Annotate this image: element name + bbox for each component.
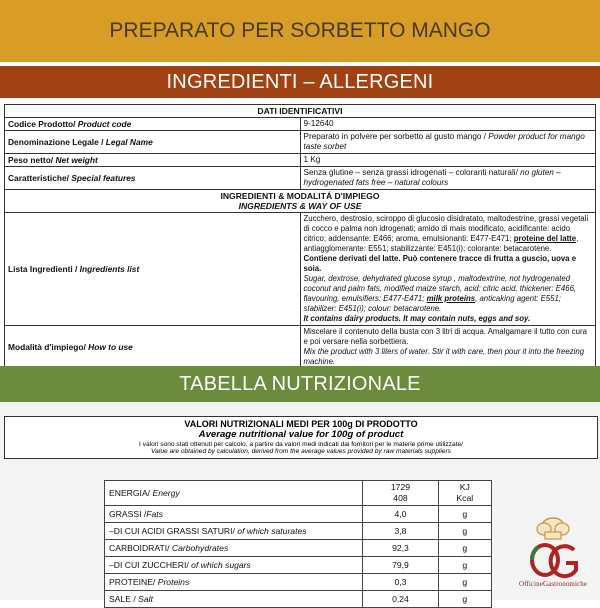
table-row [105,523,492,540]
table-row [5,213,596,326]
nutrition-banner [0,366,600,402]
nutrition-title: VALORI NUTRIZIONALI MEDI PER 100g DI PRODOTTO [184,419,418,429]
special-features-value: Senza glutine – senza grassi idrogenati – coloranti naturali/ no gluten – hydrogenated fats free – natural colours [300,167,596,190]
net-weight-value: 1 Kg [300,154,596,167]
energy-value: 1729 408 [363,481,438,506]
carbohydrates-unit: g [438,540,491,557]
proteins-value: 0,3 [363,574,438,591]
identification-sheet [0,98,600,366]
proteins-label: PROTEINE/ Proteins [105,574,363,591]
ingredients-usage-heading: INGREDIENTI & MODALITÁ D'IMPIEGO INGREDIENTS & WAY OF USE [5,190,596,213]
fats-unit: g [438,506,491,523]
identification-table [4,104,596,369]
carbohydrates-label: CARBOIDRATI/ Carbohydrates [105,540,363,557]
table-row [5,154,596,167]
proteins-unit: g [438,574,491,591]
nutrition-note-it: I valori sono stati ottenuti per calcolo, a partire da valori medi indicati dai fornitori per le materie prime utilizzate/ [139,441,463,448]
table-row [105,540,492,557]
nutrition-subtitle: Average nutritional value for 100g of product [198,429,404,440]
sugars-label: –DI CUI ZUCCHERI/ of which sugars [105,557,363,574]
chef-hat-icon [537,518,569,539]
ingredients-banner [0,66,600,98]
energy-unit: KJ Kcal [438,481,491,506]
legal-name-label: Denominazione Legale / Legal Name [5,131,301,154]
table-row [5,326,596,369]
table-row [105,574,492,591]
salt-value: 0,24 [363,591,438,608]
sugars-value: 79,9 [363,557,438,574]
product-title: PREPARATO PER SORBETTO MANGO [109,19,491,42]
ingredients-list-label: Lista Ingredienti / Ingredients list [5,213,301,326]
carbohydrates-value: 92,3 [363,540,438,557]
og-monogram [532,545,576,576]
identification-heading: DATI IDENTIFICATIVI [5,105,596,118]
saturates-unit: g [438,523,491,540]
table-row [105,481,492,506]
nutrition-note-en: Value are obtained by calculation, derived from the average values provided by raw materials suppliers [151,448,451,455]
logo-caption: OfficineGastronomiche [518,580,588,588]
table-row [5,131,596,154]
fats-value: 4,0 [363,506,438,523]
fats-label: GRASSI /Fats [105,506,363,523]
saturates-value: 3,8 [363,523,438,540]
saturates-label: –DI CUI ACIDI GRASSI SATURI/ of which saturates [105,523,363,540]
nutrition-table [104,480,492,608]
allergen-warning-it: Contiene derivati del latte. Può contenere tracce di frutta a guscio, uova e soia. [303,254,577,273]
table-row [105,591,492,608]
product-code-value: 9-12640 [300,118,596,131]
table-row [5,167,596,190]
special-features-label: Caratteristiche/ Special features [5,167,301,190]
table-row [105,557,492,574]
table-row [5,118,596,131]
ingredients-heading: INGREDIENTI – ALLERGENI [166,70,434,93]
legal-name-value: Preparato in polvere per sorbetto al gusto mango / Powder product for mango taste sorbet [300,131,596,154]
salt-unit: g [438,591,491,608]
product-title-banner [0,0,600,62]
usage-label: Modalità d'impiego/ How to use [5,326,301,369]
energy-label: ENERGIA/ Energy [105,481,363,506]
ingredients-list-value: Zucchero, destrosio, sciroppo di glucosio disidratato, maltodestrine, grassi vegetali di cocco e palma non idrogenati; amido di mais modificato, acidificante: acido citrico; addensante: E466; aroma, emulsionanti: E477-E471; proteine del latte, antiagglomerante: E551; stabilizzante: E451(i); colorante: betacarotene. Contiene derivati del latte. Può contenere tracce di frutta a guscio, uova e soia. Sugar, dextrose, dehydrated glucose syrup , maltodextrine, not hydrogenated coconut and palm fats, modified maize starch, acid: citric acid, thickener: E466, flavouring, emulsifiers: E477-E471; milk proteins, anticaking agent: E551; stabilizer: E451(i); colour: betacarotene. It contains dairy products. It may contain nuts, eggs and soy. [300,213,596,326]
table-row [105,506,492,523]
nutrition-title-box [4,416,598,459]
allergen-warning-en: It contains dairy products. It may contain nuts, eggs and soy. [303,314,531,323]
salt-label: SALE / Salt [105,591,363,608]
sugars-unit: g [438,557,491,574]
product-code-label: Codice Prodotto/ Product code [5,118,301,131]
nutrition-heading: TABELLA NUTRIZIONALE [179,372,421,395]
net-weight-label: Peso netto/ Net weight [5,154,301,167]
usage-value: Miscelare il contenuto della busta con 3 litri di acqua. Amalgamare il tutto con cura e poi versare nella sorbettiera. Mix the product with 3 liters of water. Stir it with care, then pour it into the freezing machine. [300,326,596,369]
